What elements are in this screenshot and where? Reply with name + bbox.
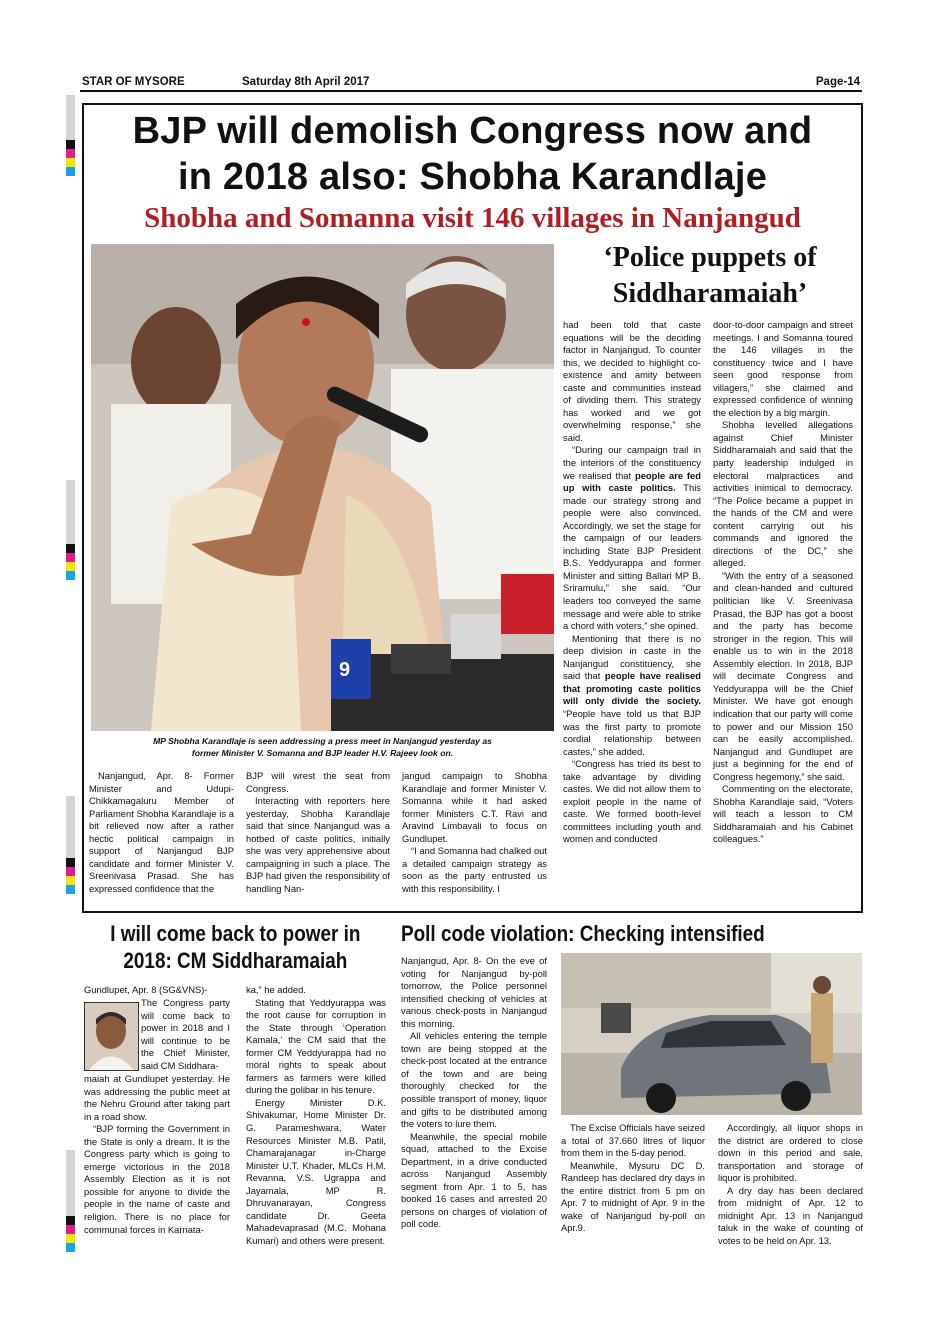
story3-col3 — [718, 1122, 863, 1247]
police-checking-car-photo-icon — [561, 953, 862, 1115]
registration-mark — [66, 544, 75, 580]
paragraph: Meanwhile, Mysuru DC D. Randeep has declared dry days in the entire district from 5 pm on Apr. 7 to midnight of Apr. 9 in the wake of Nanjangud by-poll on Apr.9. — [561, 1159, 705, 1234]
paragraph: Commenting on the electorate, Shobha Karandlaje said, “Voters will teach a lesson to CM Siddharamaiah and his Cabinet colleagues.” — [713, 783, 853, 845]
paper-name: STAR OF MYSORE — [82, 76, 185, 88]
main-body-col3 — [402, 770, 547, 895]
police-checking-car-photo — [561, 953, 862, 1115]
main-body-col2 — [246, 770, 390, 895]
photo-caption — [91, 735, 554, 759]
paragraph: jangud campaign to Shobha Karandlaje and former Minister V. Somanna while it had asked former Ministers C.T. Ravi and Aravind Limbavali to focus on Gundlupet. — [402, 770, 547, 844]
paragraph: Shobha levelled allegations against Chief Minister Siddharamaiah and said that the party leadership indulged in electoral malpractices and activities inimical to democracy. “The Police became a puppet in the hands of the CM and were content carrying out his commands and ignored the directions of the DC,” she alleged. — [713, 419, 853, 569]
issue-date: Saturday 8th April 2017 — [242, 76, 370, 88]
paragraph: “BJP forming the Government in the State is only a dream. It is the Congress party which is going to emerge victorious in the 2018 Assembly Election as it is not possible for anyone to divide the people in the name of caste and religion. There is no place for communal forces in Karnata- — [84, 1123, 230, 1235]
paragraph: All vehicles entering the temple town are being stopped at the check-post located at the entrance of the town and are being thoroughly checked for the possible transport of money, liquor and gifts to be distributed among the voters to lure them. — [401, 1030, 547, 1130]
press-meet-photo — [91, 244, 554, 731]
siddharamaiah-portrait — [84, 1002, 139, 1071]
main-body-col5 — [713, 319, 853, 846]
story2-col1-rest — [84, 1073, 230, 1236]
paragraph — [563, 633, 701, 758]
kicker-line1: ‘Police puppets of — [603, 242, 817, 273]
paragraph: Stating that Yeddyurappa was the root cause for corruption in the State through ‘Operation Kamala,’ the CM said that the former CM Yeddyurappa had no moral rights to speak about farmers as farmers were killed during the golibar in his tenure. — [246, 996, 386, 1096]
paragraph: Interacting with reporters here yesterday, Shobha Karandlaje said that since Nanjangud was a hotbed of caste politics, initially she was very apprehensive about campaigning in such a place. The BJP had given the responsibility of handling Nan- — [246, 795, 390, 894]
margin-strip — [66, 796, 75, 858]
story2-col1 — [84, 984, 230, 997]
paragraph: The Excise Officials have seized a total of 37.660 litres of liquor from them in the 5-day period. — [561, 1122, 705, 1159]
text-run: Mentioning that there is no deep division in caste in the Nanjangud constituency, she said that — [563, 632, 701, 682]
story2-headline — [84, 920, 387, 974]
story2-wrap-text — [141, 997, 230, 1072]
press-meet-photo-icon — [91, 244, 554, 731]
story2-col2 — [246, 984, 386, 1247]
masthead-rule — [80, 90, 862, 92]
svg-text:9: 9 — [339, 659, 351, 681]
main-headline-line1: BJP will demolish Congress now and — [132, 110, 813, 152]
story2-headline-line2: 2018: CM Siddharamaiah — [123, 948, 348, 973]
main-subhead: Shobha and Somanna visit 146 villages in Nanjangud — [144, 202, 801, 234]
masthead — [80, 76, 862, 90]
kicker-line2: Siddharamaiah’ — [612, 278, 808, 309]
page-number: Page-14 — [815, 76, 860, 88]
text-run: “People have told us that BJP was the first party to promote cordial relationship between castes,” she added. — [563, 707, 701, 757]
registration-mark — [66, 140, 75, 176]
main-kicker — [560, 240, 860, 312]
margin-strip — [66, 1150, 75, 1216]
paragraph: Accordingly, all liquor shops in the district are ordered to close down in this period and sale, transportation and storage of liquor is prohibited. — [718, 1122, 863, 1184]
text-run: “During our campaign trail in the interiors of the constituency we realised that — [563, 444, 701, 481]
registration-mark — [66, 858, 75, 894]
paragraph: BJP will wrest the seat from Congress. — [246, 770, 390, 794]
paragraph — [563, 444, 701, 632]
caption-line2: former Minister V. Somanna and BJP leader H.V. Rajeev look on. — [191, 748, 454, 758]
paragraph: The Congress party will come back to power in 2018 and I will continue to be the Chief Minister, said CM Siddhara- — [141, 997, 230, 1071]
paragraph: maiah at Gundlupet yesterday. He was addressing the public meet at the Nehru Ground after taking part in a road show. — [84, 1073, 230, 1122]
paragraph: “Congress has tried its best to take advantage by dividing castes. We did not allow them to exploit people in the name of caste. We formed booth-level committees including youth and women and conducted — [563, 758, 701, 845]
paragraph: ka,” he added. — [246, 984, 306, 995]
bold-run: people have realised that promoting caste politics will only divide the society. — [563, 670, 701, 707]
caption-line1: MP Shobha Karandlaje is seen addressing a press meet in Nanjangud yesterday as — [153, 736, 492, 746]
main-body-col1 — [89, 770, 234, 895]
paragraph: “I and Somanna had chalked out a detailed campaign strategy as soon as the party entrusted us with this responsibility. I — [402, 845, 547, 894]
margin-strip — [66, 480, 75, 544]
paragraph: had been told that caste equations will be the deciding factor in Nanjangud. To counter this, we decided to highlight co-existence and amity between caste and communities instead of dividing them. This strategy has worked and we got overwhelming response,” she said. — [563, 319, 701, 443]
story3-headline: Poll code violation: Checking intensified — [401, 921, 765, 946]
dateline: Gundlupet, Apr. 8 (SG&VNS)- — [84, 984, 208, 995]
registration-mark — [66, 1216, 75, 1252]
text-run: This made our strategy strong and people were also convinced. Accordingly, we set the stage for the campaign of our leaders including State BJP President B.S. Yeddyurappa and former Minister and sitting Ballari MP B. Sriramulu,” she said. “Our leaders too conveyed the same message and were able to strike a chord with voters,” she opined. — [563, 482, 701, 632]
story2-headline-line1: I will come back to power in — [110, 921, 361, 946]
paragraph: Meanwhile, the special mobile squad, attached to the Excise Department, in a drive conducted across Nanjangud Assembly segment from Apr. 1 to 5, has booked 16 cases and arrested 20 persons on charges of violation of poll code. — [401, 1130, 547, 1230]
siddharamaiah-portrait-icon — [85, 1003, 138, 1070]
main-headline — [84, 108, 861, 200]
paragraph: “With the entry of a seasoned and clean-handed and cultured politician like V. Sreenivasa Prasad, the BJP has got a boost and the party has become stronger in the region. This will enable us to win in the 2018 Assembly election. In 2018, BJP will decimate Congress and Yeddyurappa will be the Chief Minister. We have got enough indication that our party will come to power and our Mission 150 can be easily accomplished. Nanjangud and Gundlupet are just a beginning for the end of Congress hegemony,” she said. — [713, 569, 853, 782]
bold-run: people are fed up with caste politics. — [563, 469, 701, 494]
margin-strip — [66, 95, 75, 140]
paragraph: Nanjangud, Apr. 8- Former Minister and Udupi-Chikkamagaluru Member of Parliament Shobha Karandlaje is a bit relieved now after a rather hectic political campaign in support of Nanjangud BJP candidate and former Minister V. Sreenivasa Prasad. She has expressed confidence that the — [89, 770, 234, 894]
story3-col1 — [401, 955, 547, 1231]
paragraph: A dry day has been declared from midnight of Apr. 12 to midnight Apr. 13 in Nanjangud taluk in the wake of counting of votes to be held on Apr. 13. — [718, 1184, 863, 1246]
main-body-col4 — [563, 319, 701, 846]
paragraph: Nanjangud, Apr. 8- On the eve of voting for Nanjangud by-poll tomorrow, the Police personnel intensified checking of vehicles at various check-posts in Nanjangud this morning. — [401, 955, 547, 1029]
main-headline-line2: in 2018 also: Shobha Karandlaje — [177, 156, 768, 198]
paragraph: Energy Minister D.K. Shivakumar, Home Minister Dr. G. Parameshwara, Water Resources Minister M.B. Patil, Chamarajanagar in-Charge Minister U.T. Khader, MLCs H.M. Revanna, V.S. Ugrappa and Jayamala, MP R. Dhruvanarayan, Congress candidate Dr. Geeta Mahadevaprasad (M.C. Mohana Kumari) and others were present. — [246, 1096, 386, 1246]
story3-col2 — [561, 1122, 705, 1235]
paragraph: door-to-door campaign and street meetings. I and Somanna toured the 146 villages in the constituency twice and I have seen good response from villagers,” she claimed and expressed confidence of winning the election by a big margin. — [713, 319, 853, 418]
